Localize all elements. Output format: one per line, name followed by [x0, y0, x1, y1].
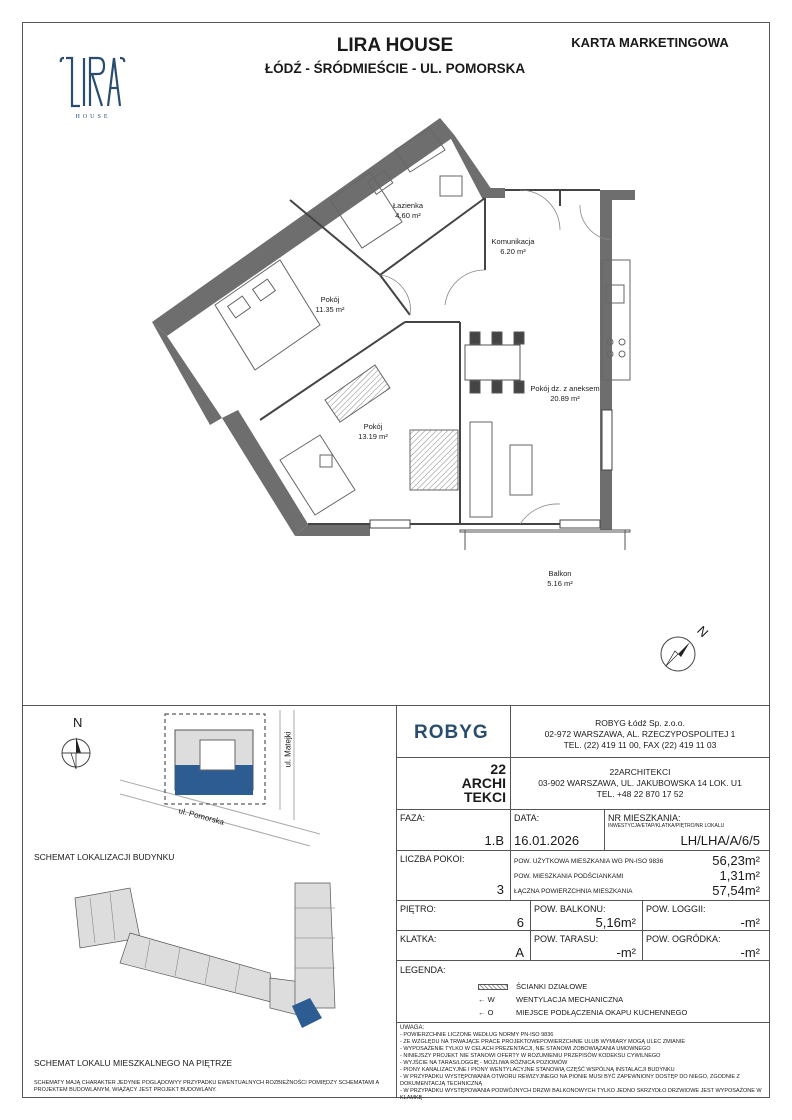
street-pomorska: ul. Pomorska [177, 806, 226, 827]
wardrobe [325, 365, 390, 422]
page-subtitle: ŁÓDŹ - ŚRÓDMIEŚCIE - UL. POMORSKA [264, 61, 526, 76]
outer-walls [152, 118, 635, 536]
col-line-p1 [530, 900, 531, 960]
data-value: 16.01.2026 [514, 833, 580, 848]
notes-line: - ZE WZGLĘDU NA TRWAJĄCE PRACE PROJEKTOWEPOWIERZCHNIE ULUB WYMIARY MOGĄ ULEC ZMIANIE [400, 1039, 686, 1045]
taras-label: POW. TARASU: [534, 934, 599, 944]
plan-compass [656, 622, 712, 676]
loggia-label: POW. LOGGII: [646, 904, 706, 914]
plan-north: N [694, 622, 712, 641]
architect-logo [450, 762, 506, 804]
ogrodek-value: -m² [740, 945, 760, 960]
room-label-hall: Komunikacja 6.20 m² [491, 237, 535, 256]
legend-list [478, 982, 758, 1017]
area1-value: 56,23m² [712, 853, 760, 868]
klatka-value: A [515, 945, 524, 960]
notes-line: - WYJŚCIE NA TARAS/LOGGIĘ - MOŻLIWA RÓŻNICA POZIOMÓW [400, 1060, 568, 1066]
nr-value: LH/LHA/A/6/5 [680, 833, 760, 848]
hood-icon: ← O [478, 1008, 494, 1017]
area2-value: 1,31m² [719, 868, 760, 883]
col-line-faza [510, 809, 511, 850]
notes-title: UWAGA: [400, 1025, 425, 1031]
notes-line: - WYPOSAŻENIE TYLKO W CELACH PREZENTACJI, NIE STANOWI ZOBOWIĄZANIA UMOWNEGO [400, 1046, 651, 1052]
col-line-data [604, 809, 605, 850]
legend-item: ŚCIANKI DZIAŁOWE [478, 982, 758, 991]
notes-line: - W PRZYPADKU WYSTĘPOWANIA OTWORU REWIZYJNEGO NA PIONIE MUSI BYĆ ZAPEWNIONY DOSTĘP DO NIEGO, ZGODNIE Z DOKUMENTACJĄ TECHNICZNĄ [400, 1074, 740, 1087]
row-line-3 [396, 900, 770, 901]
balcony [460, 530, 630, 550]
floor-schema [70, 878, 370, 1048]
pietro-value: 6 [516, 915, 524, 930]
legend-title: LEGENDA: [400, 965, 446, 975]
architect-address: 03-902 WARSZAWA, UL. JAKUBOWSKA 14 LOK. U1 [538, 778, 742, 788]
area1-label: POW. UŻYTKOWA MIESZKANIA WG PN-ISO 9836 [514, 858, 664, 865]
developer-info [520, 718, 760, 751]
robyg-logo: ROBYG [414, 722, 489, 743]
ogrodek-label: POW. OGRÓDKA: [646, 934, 721, 944]
area3-value: 57,54m² [712, 883, 760, 898]
nr-label: NR MIESZKANIA: [608, 813, 681, 823]
row-line-2 [396, 850, 770, 851]
schema-disclaimer: SCHEMATY MAJĄ CHARAKTER JEDYNIE POGLĄDOWYY PRZYPADKU EWENTUALNYCH ROZBIEŻNOŚCI POMIĘDZY SCHEMATAMI A PROJEKTEM BUDOWLANYM, WIĄŻĄCY JEST PROJEKT BUDOWLANY. [34, 1080, 379, 1093]
ventilation-icon: ← W [478, 995, 495, 1004]
faza-value: 1.B [484, 833, 504, 848]
mid-divider [396, 705, 397, 1098]
developer-name: ROBYG Łódź Sp. z.o.o. [595, 718, 685, 728]
legend-item: ← O MIEJSCE PODŁĄCZENIA OKAPU KUCHENNEGO [478, 1008, 688, 1017]
hatch-icon [478, 984, 508, 990]
notes-line: - PIONY KANALIZACYJNE I PIONY WENTYLACYJNE STANOWIĄ CZĘŚĆ WSPÓLNĄ INSTALACJI BUDYNKU [400, 1067, 675, 1073]
pokoje-label: LICZBA POKOI: [400, 854, 465, 864]
room-label-bedroom1: Pokój 11.35 m² [315, 295, 345, 314]
architect-logo-line1: 22 [490, 761, 506, 777]
architect-name: 22ARCHITEKCI [609, 767, 671, 777]
notes-line: - W PRZYPADKU WYSTĘPOWANIA PODWÓJNYCH DRZWI BALKONOWYCH TYLKO JEDNO SKRZYDŁO DRZWIOWE JEST WYPOSAŻONE W KLAMKĘ [400, 1088, 762, 1101]
dining-table [465, 332, 524, 393]
location-compass [55, 715, 95, 775]
logo-lira [58, 52, 128, 124]
legend-item: ← W WENTYLACJA MECHANICZNA [478, 995, 624, 1004]
notes-line: - POWIERZCHNIE LICZONE WEDŁUG NORMY PN-ISO 9836 [400, 1032, 554, 1038]
row-line-6 [396, 1022, 770, 1023]
dev-hline [396, 757, 770, 758]
notes [400, 1025, 764, 1102]
architect-logo-line3: TEKCI [464, 789, 506, 805]
taras-value: -m² [616, 945, 636, 960]
location-north: N [73, 715, 83, 730]
sofa [410, 422, 532, 517]
balkon-label: POW. BALKONU: [534, 904, 606, 914]
label-floor-schema: SCHEMAT LOKALU MIESZKALNEGO NA PIĘTRZE [34, 1058, 233, 1068]
notes-line: - NINIEJSZY PROJEKT NIE STANOWI OFERTY W ROZUMIENIU PRZEPISÓW KODEKSU CYWILNEGO [400, 1053, 661, 1059]
area3-label: ŁĄCZNA POWIERZCHNIA MIESZKANIA [514, 888, 633, 895]
room-label-living: Pokój dz. z aneksem 20.89 m² [530, 384, 600, 403]
logo-sub: HOUSE [75, 114, 111, 120]
pokoje-value: 3 [496, 882, 504, 897]
col-line-pokoje [510, 850, 511, 900]
architect-info [520, 767, 760, 800]
label-building-schema: SCHEMAT LOKALIZACJI BUDYNKU [34, 852, 175, 862]
room-label-bedroom2: Pokój 13.19 m² [358, 422, 388, 441]
architect-phone: TEL. +48 22 870 17 52 [596, 789, 684, 799]
windows [370, 410, 612, 528]
pietro-label: PIĘTRO: [400, 904, 437, 914]
nr-sub: INWESTYCJA/ETAP/KLATKA/PIĘTRO/NR LOKALU [608, 823, 725, 829]
row-line-5 [396, 960, 770, 961]
row-line-1 [396, 809, 770, 810]
room-label-bathroom: Łazienka 4.60 m² [392, 201, 424, 220]
room-label-balcony: Balkon 5.16 m² [547, 569, 573, 588]
street-matejki: ul. Matejki [283, 731, 293, 768]
floor-plan [140, 110, 660, 550]
north-arrow-icon [55, 731, 95, 775]
data-label: DATA: [514, 813, 540, 823]
developer-phone: TEL. (22) 419 11 00, FAX (22) 419 11 03 [563, 740, 717, 750]
row-line-4 [396, 930, 770, 931]
doc-type: KARTA MARKETINGOWA [571, 35, 729, 50]
architect-logo-line2: ARCHI [461, 775, 506, 791]
area2-label: POW. MIESZKANIA PODŚCIANKAMI [514, 873, 624, 880]
developer-address: 02-972 WARSZAWA, AL. RZECZYPOSPOLITEJ 1 [544, 729, 736, 739]
balkon-value: 5,16m² [595, 915, 636, 930]
faza-label: FAZA: [400, 813, 426, 823]
page-title: LIRA HOUSE [336, 35, 454, 56]
loggia-value: -m² [740, 915, 760, 930]
klatka-label: KLATKA: [400, 934, 437, 944]
col-line-p2 [642, 900, 643, 960]
